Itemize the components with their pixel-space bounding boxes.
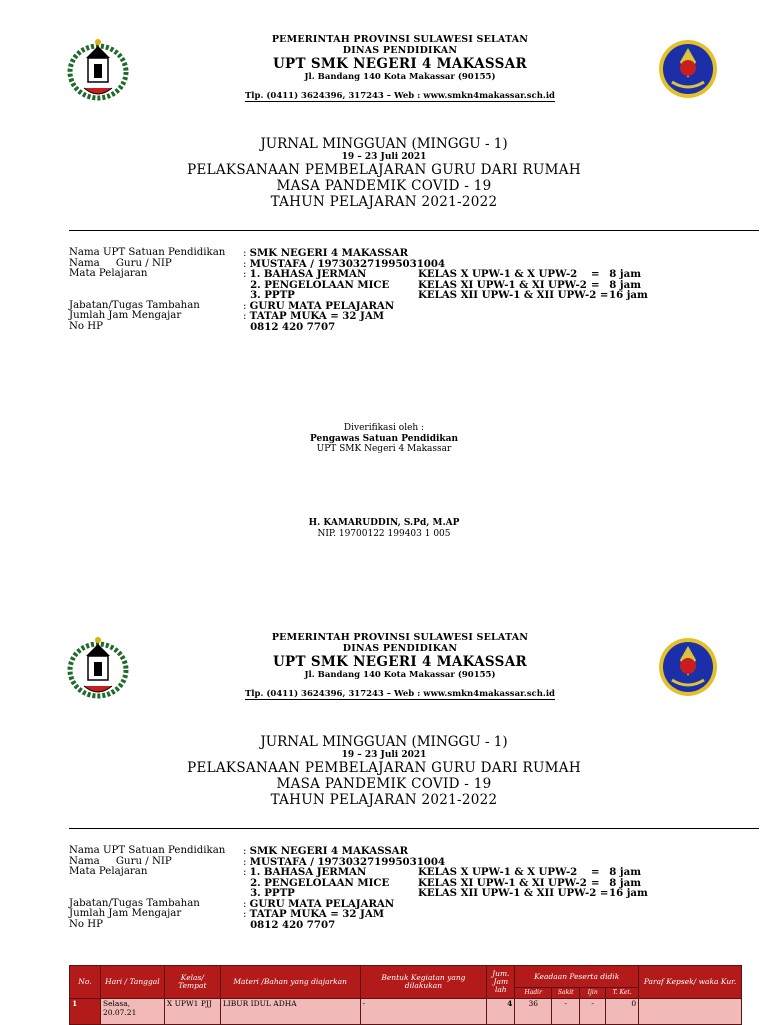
class-3-hours: 16 jam [609,887,648,899]
department-name: DINAS PENDIDIKAN [342,45,458,56]
name-label: Nama Guru / NIP [69,257,172,269]
duty-value: GURU MATA PELAJARAN [249,299,395,312]
class-3: KELAS XII UPW-1 & XII UPW-2 = [418,289,609,301]
name-value: MUSTAFA / 197303271995031004 [249,855,446,868]
hours-value: TATAP MUKA = 32 JAM [249,310,385,322]
header-activity: Bentuk Kegiatan yang dilakukan [360,966,487,999]
title-line-2: MASA PANDEMIK COVID - 19 [276,776,492,792]
title-line-2: MASA PANDEMIK COVID - 19 [276,178,492,194]
title-line-1: PELAKSANAAN PEMBELAJARAN GURU DARI RUMAH [187,760,581,776]
phone-label: No HP [69,320,104,332]
subject-2: 2. PENGELOLAAN MICE [250,876,390,889]
header-permit: Ijin [580,988,606,999]
header-no: No. [70,966,101,999]
class-1-hours: 8 jam [609,866,641,878]
school-contact: Tlp. (0411) 3624396, 317243 – Web : www.smkn4makassar.sch.id [244,688,556,699]
hours-label: Jumlah Jam Mengajar [69,310,182,321]
sulsel-province-emblem-icon [66,36,130,102]
header-present: Hadir [515,988,552,999]
school-emblem-icon [658,636,718,698]
document-titles [0,136,768,210]
row-day: Selasa, 20.07.21 [100,999,164,1025]
letterhead [180,34,620,102]
subject-1: 1. BAHASA JERMAN [249,866,367,878]
row-permit: - [580,999,606,1025]
journal-date: 19 – 23 Juli 2021 [341,152,427,162]
unit-value: SMK NEGERI 4 MAKASSAR [249,247,409,259]
subject-3: 3. PPTP [250,887,295,899]
header-student-state: Keadaan Peserta didik [515,966,639,988]
row-hours: 4 [487,999,515,1025]
row-absent: 0 [606,999,639,1025]
phone-value: 0812 420 7707 [250,918,336,931]
subject-label: Mata Pelajaran [69,866,148,877]
title-line-3: TAHUN PELAJARAN 2021-2022 [270,792,498,808]
class-2-hours: 8 jam [609,876,641,889]
sulsel-province-emblem-icon [66,634,130,700]
subject-3: 3. PPTP [250,289,295,301]
row-present: 36 [515,999,552,1025]
letterhead [180,632,620,700]
verifier-org: UPT SMK Negeri 4 Makassar [316,444,452,454]
header-hours: Jum. Jam lah [487,966,515,999]
document-titles [0,734,768,808]
signer-nip: NIP. 19700122 199403 1 005 [317,528,451,539]
table-row [70,999,742,1025]
teacher-info: Nama UPT Satuan Pendidikan : SMK NEGERI 4 MAKASSAR Nama Guru / NIP : MUSTAFA / 197303271995031004 Mata Pelajaran : 1. BAHASA JERMAN KELAS X UPW-1 & X UPW-2 = 8 jam 2. PENGELOLAAN MICE KELAS XI UPW-1 & XI UPW-2 = 8 jam 3. PPTP KELAS XII UPW-1 & XII UPW-2 = 16 jam Jabatan/Tugas Tambahan : GURU MATA PELAJARAN Jumlah Jam Mengajar : TATAP MUKA = 32 JAM No HP 0812 420 7707 [69,845,648,931]
subject-1: 1. BAHASA JERMAN [249,268,367,280]
phone-value: 0812 420 7707 [250,320,336,333]
row-class: X UPW1 PJJ [164,999,220,1025]
header-material: Materi /Bahan yang diajarkan [220,966,360,999]
header-class: Kelas/ Tempat [164,966,220,999]
school-name: UPT SMK NEGERI 4 MAKASSAR [272,654,528,670]
header-sick: Sakit [552,988,580,999]
signer-block [0,518,768,539]
row-material: LIBUR IDUL ADHA [220,999,360,1025]
row-activity: - [360,999,487,1025]
title-line-1: PELAKSANAAN PEMBELAJARAN GURU DARI RUMAH [187,162,581,178]
unit-label: Nama UPT Satuan Pendidikan [69,247,226,258]
duty-label: Jabatan/Tugas Tambahan [69,299,200,311]
hours-label: Jumlah Jam Mengajar [69,908,182,919]
class-1: KELAS X UPW-1 & X UPW-2 [418,268,578,280]
government-name: PEMERINTAH PROVINSI SULAWESI SELATAN [271,632,529,643]
journal-title: JURNAL MINGGUAN (MINGGU - 1) [260,136,508,152]
verified-by: Diverifikasi oleh : [343,423,425,433]
subject-2: 2. PENGELOLAAN MICE [250,278,390,291]
row-no: 1 [70,999,101,1025]
class-2-hours: 8 jam [609,278,641,291]
unit-value: SMK NEGERI 4 MAKASSAR [249,845,409,857]
row-sick: - [552,999,580,1025]
header-absent: T. Ket. [606,988,639,999]
class-2: KELAS XI UPW-1 & XI UPW-2 [418,278,587,291]
subject-label: Mata Pelajaran [69,268,148,279]
row-sign [639,999,742,1025]
class-1: KELAS X UPW-1 & X UPW-2 [418,866,578,878]
hours-value: TATAP MUKA = 32 JAM [249,908,385,920]
unit-label: Nama UPT Satuan Pendidikan [69,845,226,856]
name-label: Nama Guru / NIP [69,855,172,867]
signer-name: H. KAMARUDDIN, S.Pd, M.AP [308,518,460,528]
verification-block [0,423,768,455]
journal-date: 19 – 23 Juli 2021 [341,750,427,760]
name-value: MUSTAFA / 197303271995031004 [249,257,446,270]
class-3: KELAS XII UPW-1 & XII UPW-2 = [418,887,609,899]
teacher-info: Nama UPT Satuan Pendidikan : SMK NEGERI 4 MAKASSAR Nama Guru / NIP : MUSTAFA / 197303271995031004 Mata Pelajaran : 1. BAHASA JERMAN KELAS X UPW-1 & X UPW-2 = 8 jam 2. PENGELOLAAN MICE KELAS XI UPW-1 & XI UPW-2 = 8 jam 3. PPTP KELAS XII UPW-1 & XII UPW-2 = 16 jam Jabatan/Tugas Tambahan : GURU MATA PELAJARAN Jumlah Jam Mengajar : TATAP MUKA = 32 JAM No HP 0812 420 7707 [69,247,648,333]
title-line-3: TAHUN PELAJARAN 2021-2022 [270,194,498,210]
class-2: KELAS XI UPW-1 & XI UPW-2 [418,876,587,889]
school-name: UPT SMK NEGERI 4 MAKASSAR [272,56,528,72]
verifier-role: Pengawas Satuan Pendidikan [309,433,459,444]
phone-label: No HP [69,918,104,930]
class-3-hours: 16 jam [609,289,648,301]
divider [69,230,759,231]
journal-table [69,965,742,1025]
duty-label: Jabatan/Tugas Tambahan [69,897,200,909]
school-contact: Tlp. (0411) 3624396, 317243 – Web : www.smkn4makassar.sch.id [244,90,556,101]
duty-value: GURU MATA PELAJARAN [249,897,395,910]
divider [69,828,759,829]
class-1-hours: 8 jam [609,268,641,280]
school-address: Jl. Bandang 140 Kota Makassar (90155) [304,670,496,680]
header-day: Hari / Tanggal [100,966,164,999]
school-address: Jl. Bandang 140 Kota Makassar (90155) [304,72,496,82]
school-emblem-icon [658,38,718,100]
department-name: DINAS PENDIDIKAN [342,643,458,654]
journal-title: JURNAL MINGGUAN (MINGGU - 1) [260,734,508,750]
government-name: PEMERINTAH PROVINSI SULAWESI SELATAN [271,34,529,45]
header-sign: Paraf Kepsek/ waka Kur. [639,966,742,999]
